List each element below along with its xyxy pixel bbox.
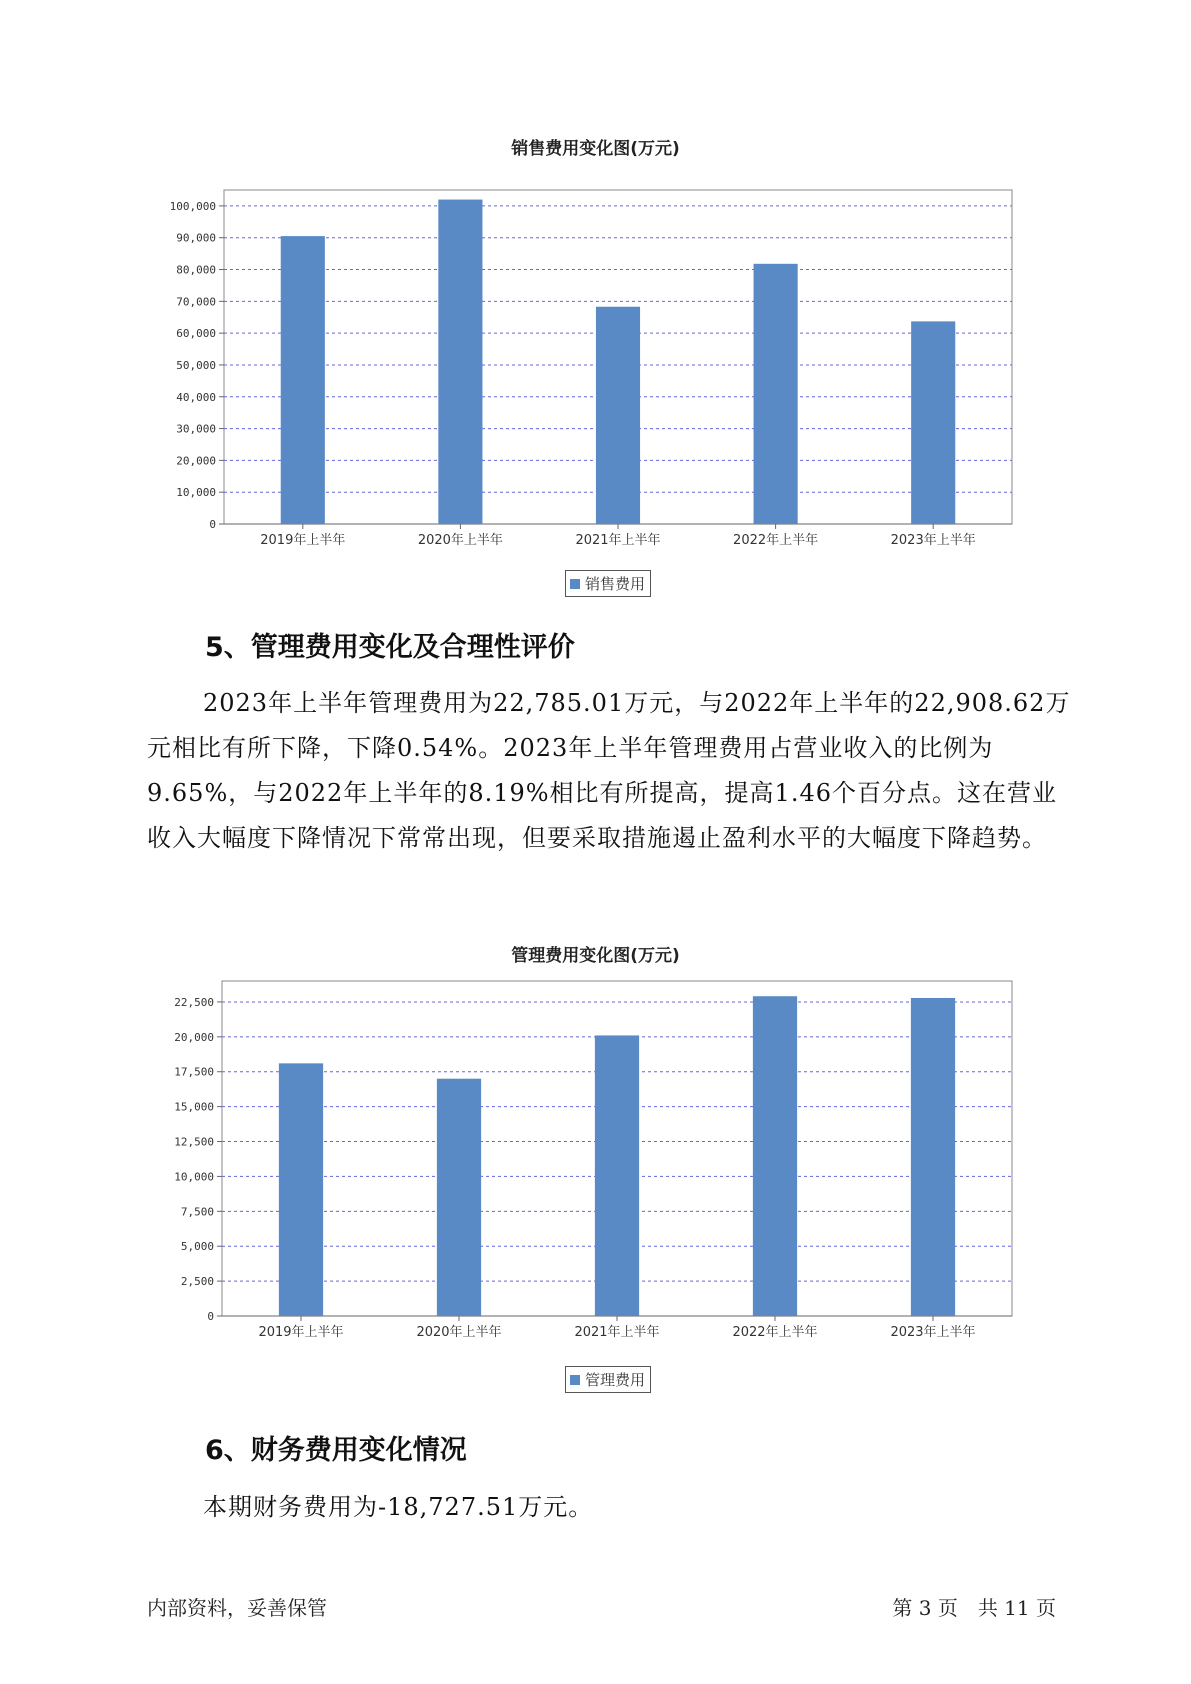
x-tick-label: 2021年上半年 bbox=[574, 1325, 660, 1340]
x-tick-label: 2022年上半年 bbox=[732, 1325, 818, 1340]
footer-page-number: 第 3 页 共 11 页 bbox=[892, 1596, 1056, 1620]
y-tick-label: 70,000 bbox=[176, 295, 216, 309]
x-tick-label: 2022年上半年 bbox=[733, 533, 819, 548]
x-tick-label: 2023年上半年 bbox=[890, 1325, 976, 1340]
chart-legend bbox=[565, 1366, 651, 1393]
legend-swatch bbox=[570, 1375, 580, 1385]
bar bbox=[753, 996, 797, 1316]
x-tick-label: 2020年上半年 bbox=[416, 1325, 502, 1340]
y-tick-label: 50,000 bbox=[176, 358, 216, 372]
y-tick-label: 15,000 bbox=[174, 1100, 214, 1114]
chart-title: 管理费用变化图(万元) bbox=[511, 946, 680, 966]
bar bbox=[595, 1035, 639, 1316]
y-tick-label: 20,000 bbox=[174, 1030, 214, 1044]
section-heading-6: 6、财务费用变化情况 bbox=[205, 1435, 467, 1466]
legend-label: 管理费用 bbox=[585, 1371, 646, 1389]
bar bbox=[279, 1063, 323, 1316]
y-tick-label: 100,000 bbox=[169, 199, 216, 213]
legend-label: 销售费用 bbox=[585, 575, 646, 593]
y-tick-label: 0 bbox=[207, 1310, 214, 1323]
bar bbox=[437, 1079, 481, 1316]
y-tick-label: 30,000 bbox=[176, 422, 216, 436]
y-tick-label: 10,000 bbox=[176, 486, 216, 500]
y-tick-label: 17,500 bbox=[174, 1065, 214, 1079]
bar bbox=[911, 998, 955, 1316]
y-tick-label: 7,500 bbox=[180, 1205, 214, 1219]
y-tick-label: 60,000 bbox=[176, 327, 216, 341]
y-tick-label: 0 bbox=[209, 518, 216, 531]
x-tick-label: 2019年上半年 bbox=[260, 533, 346, 548]
y-tick-label: 80,000 bbox=[176, 263, 216, 277]
y-tick-label: 20,000 bbox=[176, 454, 216, 468]
x-tick-label: 2021年上半年 bbox=[575, 533, 661, 548]
y-tick-label: 40,000 bbox=[176, 390, 216, 404]
y-tick-label: 5,000 bbox=[180, 1240, 214, 1254]
x-tick-label: 2023年上半年 bbox=[890, 533, 976, 548]
chart-title: 销售费用变化图(万元) bbox=[511, 139, 680, 159]
x-tick-label: 2020年上半年 bbox=[417, 533, 503, 548]
y-tick-label: 90,000 bbox=[176, 231, 216, 245]
x-tick-label: 2019年上半年 bbox=[258, 1325, 344, 1340]
y-tick-label: 2,500 bbox=[180, 1275, 214, 1289]
y-tick-label: 10,000 bbox=[174, 1170, 214, 1184]
y-tick-label: 22,500 bbox=[174, 995, 214, 1009]
y-tick-label: 12,500 bbox=[174, 1135, 214, 1149]
section-5-paragraph: 2023年上半年管理费用为22,785.01万元，与2022年上半年的22,908.62万元相比有所下降，下降0.54%。2023年上半年管理费用占营业收入的比例为9.65%，与2022年上半年的8.19%相比有所提高，提高1.46个百分点。这在营业收入大幅度下降情况下常常出现，但要采取措施遏止盈利水平的大幅度下降趋势。 bbox=[147, 689, 1071, 852]
footer-left: 内部资料，妥善保管 bbox=[147, 1596, 327, 1620]
section-heading-5: 5、管理费用变化及合理性评价 bbox=[205, 632, 575, 663]
section-6-paragraph: 本期财务费用为-18,727.51万元。 bbox=[203, 1493, 594, 1521]
